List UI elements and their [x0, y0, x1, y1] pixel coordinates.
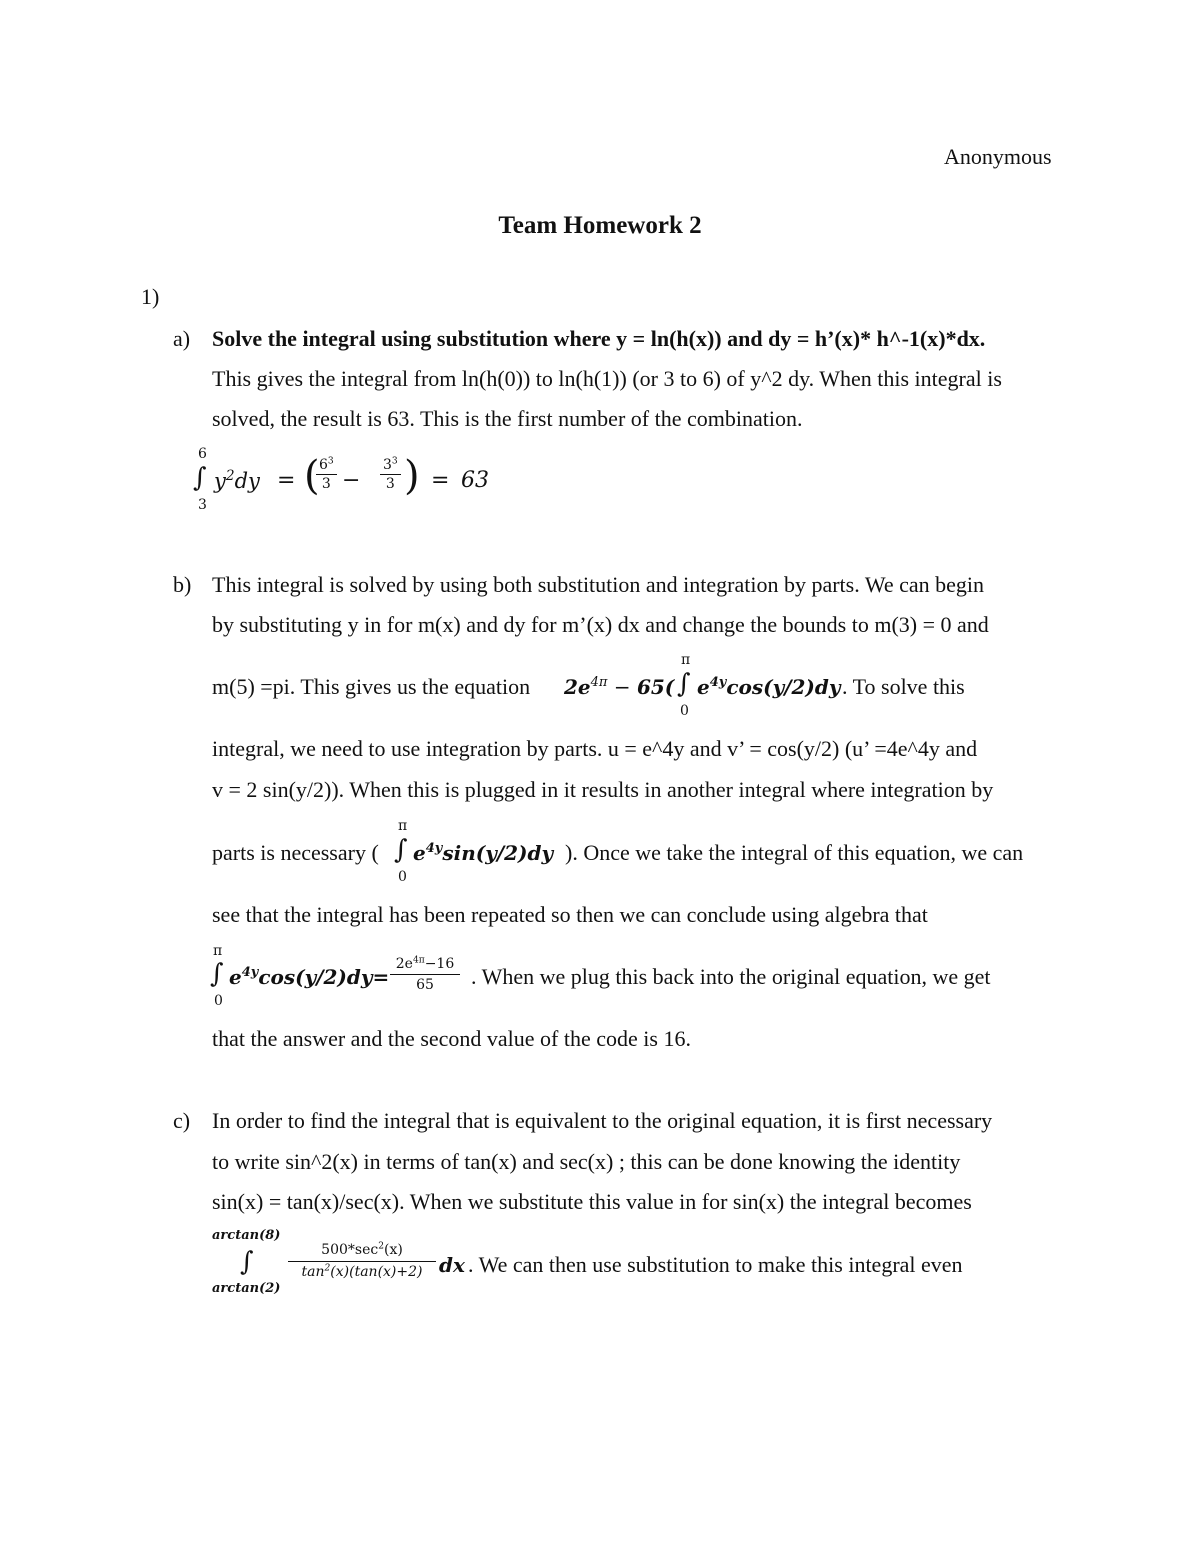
equation-coefficient: $2e^{4\pi} - 65$( — [564, 675, 675, 699]
right-paren: ) — [404, 453, 420, 499]
integral-sign: ∫ — [240, 1247, 254, 1277]
equals-2: = — [431, 468, 450, 493]
part-c-line4-end: . We can then use substitution to make this integral even — [468, 1252, 963, 1277]
integral-lower-limit: 0 — [214, 993, 223, 1009]
part-c-line2: to write sin^2(x) in terms of tan(x) and sec(x) ; this can be done knowing the identity — [212, 1149, 961, 1174]
fraction-1: $\frac{6^3}{3}$ — [316, 456, 337, 493]
part-b-line6-end: ). Once we take the integral of this equation, we can — [565, 840, 1024, 865]
part-c-line1: In order to find the integral that is equivalent to the original equation, it is first necessary — [212, 1108, 993, 1133]
part-c-marker: c) — [173, 1108, 191, 1133]
integrand: $e^{4y}\cos(y/2)dy$ — [697, 675, 841, 699]
equals-1: = — [277, 468, 296, 493]
result-value: 63 — [461, 468, 489, 493]
part-b-line6-text: parts is necessary ( — [212, 840, 379, 865]
dx: dx — [439, 1253, 465, 1277]
part-b-line4: integral, we need to use integration by parts. u = e^4y and v’ = cos(y/2) (u’ =4e^4y and — [212, 736, 978, 761]
integrand: $y^2dy$ — [214, 467, 260, 493]
integral-sign: ∫ — [210, 959, 224, 989]
part-b-line1: This integral is solved by using both substitution and integration by parts. We can begin — [212, 572, 984, 597]
part-b-line3-text: m(5) =pi. This gives us the equation — [212, 674, 531, 699]
part-a-line2: This gives the integral from ln(h(0)) to ln(h(1)) (or 3 to 6) of y^2 dy. When this integral is — [212, 366, 1002, 391]
part-b-marker: b) — [173, 572, 192, 597]
author-name: Anonymous — [944, 144, 1052, 169]
part-b-line3-end: . To solve this — [842, 674, 965, 699]
integral-lower-limit: 0 — [398, 869, 407, 885]
integral-upper-limit: 6 — [198, 446, 207, 462]
part-a-marker: a) — [173, 326, 191, 351]
question-number: 1) — [141, 284, 160, 309]
integral-upper-limit: π — [213, 943, 223, 959]
result-fraction: $\frac{2e^{4\pi}-16}{65}$ — [390, 954, 460, 995]
part-b-line2: by substituting y in for m(x) and dy for m’(x) dx and change the bounds to m(3) = 0 and — [212, 612, 989, 637]
part-a-line3: solved, the result is 63. This is the first number of the combination. — [212, 406, 803, 431]
part-b-line8-end: . When we plug this back into the original equation, we get — [471, 964, 991, 989]
minus-sign: − — [342, 468, 361, 493]
integral-upper-limit: π — [681, 652, 691, 668]
part-c-line3: sin(x) = tan(x)/sec(x). When we substitute this value in for sin(x) the integral becomes — [212, 1189, 972, 1214]
integral-upper-limit: arctan(8) — [212, 1228, 281, 1243]
fraction-2: $\frac{3^3}{3}$ — [380, 456, 401, 493]
integral-sign: ∫ — [677, 669, 691, 699]
integral-lower-limit: arctan(2) — [212, 1281, 281, 1296]
integral-lower-limit: 0 — [680, 703, 689, 719]
integral-upper-limit: π — [398, 818, 408, 834]
part-a-bold-line: Solve the integral using substitution where y = ln(h(x)) and dy = h’(x)* h^-1(x)*dx. — [212, 326, 986, 351]
integrand: $e^{4y}\cos(y/2)dy=$ — [229, 965, 390, 989]
integrand: $e^{4y}\sin(y/2)dy$ — [413, 841, 554, 865]
integral-sign: ∫ — [394, 835, 408, 865]
part-b-line5: v = 2 sin(y/2)). When this is plugged in it results in another integral where integration by — [212, 777, 994, 802]
left-paren: ( — [304, 453, 320, 499]
integrand-fraction: $\frac{500*\sec^2(x)}{\tan^2(x)(\tan(x)+2)}$ — [288, 1240, 436, 1283]
integral-sign: ∫ — [193, 463, 207, 493]
part-b-line9: that the answer and the second value of the code is 16. — [212, 1026, 691, 1051]
part-b-line7: see that the integral has been repeated so then we can conclude using algebra that — [212, 902, 928, 927]
page-title: Team Homework 2 — [498, 212, 702, 239]
integral-lower-limit: 3 — [198, 497, 207, 513]
